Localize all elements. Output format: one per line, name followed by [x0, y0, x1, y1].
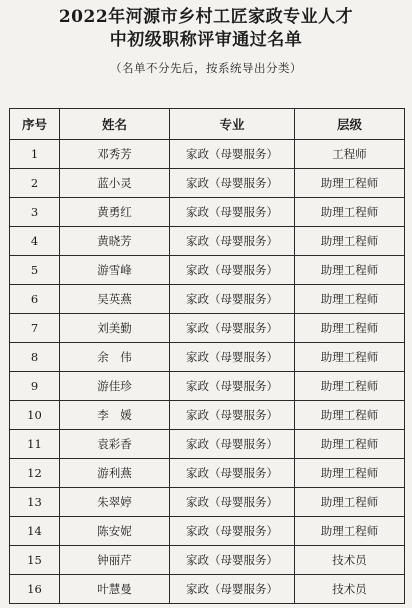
cell-level: 助理工程师	[295, 372, 405, 401]
cell-seq: 9	[10, 372, 60, 401]
cell-seq: 7	[10, 314, 60, 343]
cell-major: 家政（母婴服务）	[170, 169, 295, 198]
table-row	[10, 227, 405, 256]
cell-name: 黄晓芳	[60, 227, 170, 256]
cell-level: 助理工程师	[295, 430, 405, 459]
cell-name: 陈安妮	[60, 517, 170, 546]
header-seq: 序号	[10, 109, 60, 140]
cell-major: 家政（母婴服务）	[170, 140, 295, 169]
cell-seq: 3	[10, 198, 60, 227]
list-note: （名单不分先后，按系统导出分类）	[110, 61, 302, 75]
cell-seq: 13	[10, 488, 60, 517]
cell-level: 助理工程师	[295, 314, 405, 343]
cell-major: 家政（母婴服务）	[170, 256, 295, 285]
table-row	[10, 488, 405, 517]
cell-name: 蓝小灵	[60, 169, 170, 198]
cell-level: 助理工程师	[295, 343, 405, 372]
cell-name: 游雪峰	[60, 256, 170, 285]
header-level: 层级	[295, 109, 405, 140]
cell-level: 助理工程师	[295, 285, 405, 314]
cell-level: 助理工程师	[295, 517, 405, 546]
cell-name: 邓秀芳	[60, 140, 170, 169]
cell-seq: 4	[10, 227, 60, 256]
table-row	[10, 314, 405, 343]
cell-name: 余 伟	[60, 343, 170, 372]
cell-seq: 11	[10, 430, 60, 459]
cell-major: 家政（母婴服务）	[170, 459, 295, 488]
cell-name: 钟丽芹	[60, 546, 170, 575]
cell-level: 助理工程师	[295, 227, 405, 256]
cell-name: 叶慧曼	[60, 575, 170, 604]
cell-seq: 5	[10, 256, 60, 285]
cell-level: 助理工程师	[295, 488, 405, 517]
table-row	[10, 372, 405, 401]
cell-major: 家政（母婴服务）	[170, 488, 295, 517]
cell-major: 家政（母婴服务）	[170, 546, 295, 575]
cell-seq: 15	[10, 546, 60, 575]
title-line-2: 中初级职称评审通过名单	[109, 30, 303, 50]
header-major: 专业	[170, 109, 295, 140]
cell-major: 家政（母婴服务）	[170, 314, 295, 343]
table-row	[10, 198, 405, 227]
cell-seq: 2	[10, 169, 60, 198]
cell-level: 助理工程师	[295, 256, 405, 285]
cell-major: 家政（母婴服务）	[170, 343, 295, 372]
cell-name: 游佳珍	[60, 372, 170, 401]
table-body	[10, 140, 405, 604]
document-title	[0, 6, 412, 52]
cell-level: 技术员	[295, 546, 405, 575]
cell-major: 家政（母婴服务）	[170, 198, 295, 227]
table-row	[10, 430, 405, 459]
table-row	[10, 401, 405, 430]
cell-seq: 10	[10, 401, 60, 430]
table-header-row	[10, 109, 405, 140]
cell-level: 工程师	[295, 140, 405, 169]
header-name: 姓名	[60, 109, 170, 140]
table-row	[10, 169, 405, 198]
cell-seq: 16	[10, 575, 60, 604]
cell-name: 黄勇红	[60, 198, 170, 227]
cell-major: 家政（母婴服务）	[170, 430, 295, 459]
table-row	[10, 256, 405, 285]
cell-level: 助理工程师	[295, 459, 405, 488]
cell-seq: 6	[10, 285, 60, 314]
cell-name: 刘美勤	[60, 314, 170, 343]
cell-level: 助理工程师	[295, 169, 405, 198]
cell-name: 游利燕	[60, 459, 170, 488]
cell-seq: 14	[10, 517, 60, 546]
cell-major: 家政（母婴服务）	[170, 575, 295, 604]
title-line-1: 2022年河源市乡村工匠家政专业人才	[58, 7, 354, 27]
table-row	[10, 459, 405, 488]
cell-level: 助理工程师	[295, 198, 405, 227]
cell-seq: 12	[10, 459, 60, 488]
table-row	[10, 140, 405, 169]
cell-major: 家政（母婴服务）	[170, 285, 295, 314]
cell-name: 朱翠婷	[60, 488, 170, 517]
cell-name: 袁彩香	[60, 430, 170, 459]
cell-major: 家政（母婴服务）	[170, 517, 295, 546]
cell-seq: 8	[10, 343, 60, 372]
table-row	[10, 575, 405, 604]
table-row	[10, 285, 405, 314]
table-row	[10, 343, 405, 372]
table-row	[10, 546, 405, 575]
table-row	[10, 517, 405, 546]
cell-major: 家政（母婴服务）	[170, 227, 295, 256]
cell-seq: 1	[10, 140, 60, 169]
roster-table	[9, 108, 405, 604]
cell-level: 技术员	[295, 575, 405, 604]
cell-major: 家政（母婴服务）	[170, 372, 295, 401]
cell-level: 助理工程师	[295, 401, 405, 430]
cell-name: 吴英燕	[60, 285, 170, 314]
cell-name: 李 媛	[60, 401, 170, 430]
cell-major: 家政（母婴服务）	[170, 401, 295, 430]
